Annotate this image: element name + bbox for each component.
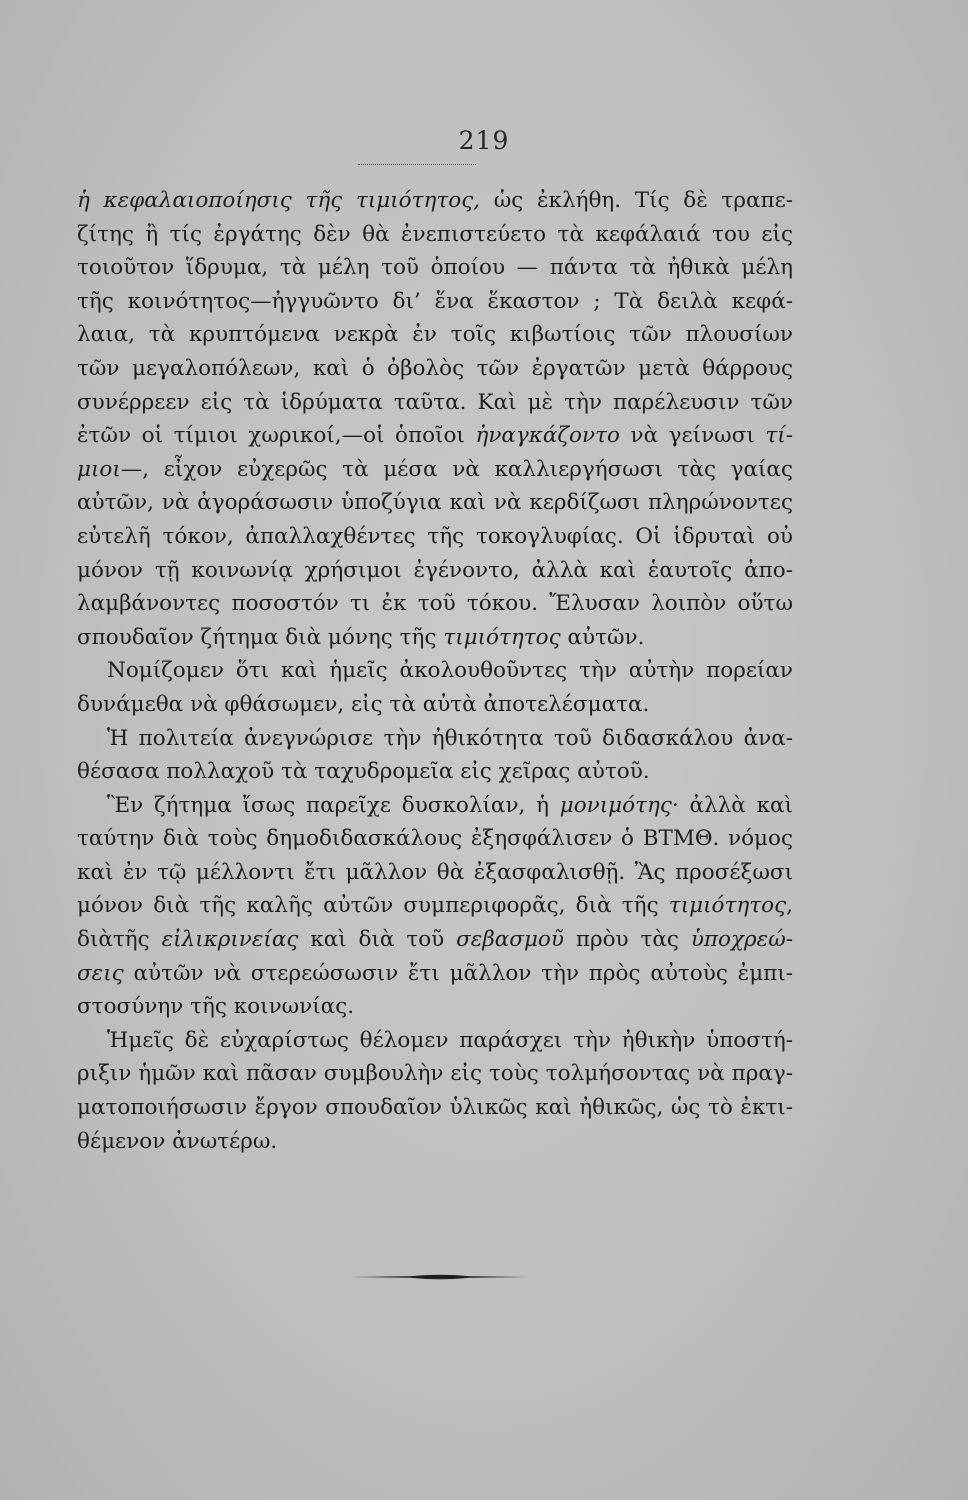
text-segment: αὐτῶν, νὰ ἀγοράσωσιν ὑποζύγια καὶ νὰ κερδίζωσι πληρώνοντες [77,490,793,516]
italic-text: τιμιότητος [668,893,787,919]
text-line [77,184,793,218]
text-segment: ματοποιήσωσιν ἔργον σπουδαῖον ὑλικῶς καὶ ἠθικῶς, ὡς τὸ ἐκτι- [77,1095,793,1121]
text-segment: Ἡ πολιτεία ἀνεγνώρισε τὴν ἠθικότητα τοῦ διδασκάλου ἀνα- [107,725,793,751]
text-segment: ἀλλὰ καὶ [678,792,793,818]
text-line [77,822,793,856]
text-segment: τῶν μεγαλοπόλεων, καὶ ὁ ὀβολὸς τῶν ἐργατῶν μετὰ θάρρους [77,355,793,381]
text-line [77,1024,793,1058]
header-rule [358,164,476,165]
text-segment: τῆς κοινότητος—ἠγγυῶντο δι’ ἕνα ἕκαστον ; Τὰ δειλὰ κεφά- [77,288,793,314]
text-segment: διὰτῆς [77,927,162,953]
text-segment: Ἓν ζήτημα ἴσως παρεῖχε δυσκολίαν, ἡ [107,792,560,818]
text-line [77,688,793,722]
text-line [77,554,793,588]
text-line [77,419,793,453]
italic-text: τί- [765,423,793,449]
text-segment: αὐτῶν νὰ στερεώσωσιν ἔτι μᾶλλον τὴν πρὸς αὐτοὺς ἐμπι- [123,960,793,986]
text-segment: ὡς ἐκλήθη. Τίς δὲ τραπε- [480,188,793,213]
text-segment: ἐτῶν οἱ τίμιοι χωρικοί,—οἱ ὁποῖοι [77,423,476,449]
italic-text: ἡ κεφαλαιοποίησις τῆς τιμιότητος, [77,188,481,213]
text-segment: μόνον τῇ κοινωνίᾳ χρήσιμοι ἐγένοντο, ἀλλὰ καὶ ἑαυτοῖς ἀπο- [77,557,793,583]
text-line [77,722,793,756]
text-segment: καὶ ἐν τῷ μέλλοντι ἔτι μᾶλλον θὰ ἐξασφαλισθῇ. Ἂς προσέξωσι [77,859,793,885]
text-segment: πρὸυ τὰς [563,927,691,953]
text-segment: ριξιν ἡμῶν καὶ πᾶσαν συμβουλὴν εἰς τοὺς τολμήσοντας νὰ πραγ- [77,1061,793,1087]
text-segment: ζίτης ἢ τίς ἐργάτης δὲν θὰ ἐνεπιστεύετο τὰ κεφάλαιά του εἰς [77,221,793,247]
text-line [77,520,793,554]
text-line [77,352,793,386]
italic-text: μιοι [77,456,121,482]
text-segment: θέμενον ἀνωτέρω. [77,1128,278,1154]
text-segment: σπουδαῖον ζήτημα διὰ μόνης τῆς [77,624,444,650]
text-line [77,923,793,957]
text-segment: θέσασα πολλαχοῦ τὰ ταχυδρομεῖα εἰς χεῖρας αὐτοῦ. [77,759,650,785]
text-line [77,889,793,923]
text-segment: στοσύνην τῆς κοινωνίας. [77,994,355,1020]
body-text [77,184,793,1158]
text-line [77,856,793,890]
italic-text: μονιμότης· [559,792,679,818]
text-line [77,386,793,420]
text-segment: ταύτην διὰ τοὺς δημοδιδασκάλους ἐξησφάλισεν ὁ ΒΤΜΘ. νόμος [77,826,793,852]
text-line [77,218,793,252]
end-ornament [350,1270,530,1284]
italic-text: εἰλικρινείας [161,927,299,953]
text-segment: Νομίζομεν ὅτι καὶ ἡμεῖς ἀκολουθοῦντες τὴν αὐτὴν πορείαν [107,658,793,684]
text-line [77,285,793,319]
text-segment: , [786,893,793,919]
text-segment: καὶ διὰ τοῦ [298,927,457,953]
text-segment: λαμβάνοντες ποσοστόν τι ἐκ τοῦ τόκου. Ἔλυσαν λοιπὸν οὕτω [77,591,793,617]
text-line [77,1057,793,1091]
text-line [77,1125,793,1159]
text-segment: μόνον διὰ τῆς καλῆς αὐτῶν συμπεριφορᾶς, διὰ τῆς [77,893,669,919]
text-line [77,251,793,285]
text-line [77,789,793,823]
text-line [77,990,793,1024]
text-line [77,755,793,789]
text-segment: δυνάμεθα νὰ φθάσωμεν, εἰς τὰ αὐτὰ ἀποτελέσματα. [77,691,650,717]
page-number: 219 [458,126,510,155]
text-line [77,654,793,688]
text-line [77,318,793,352]
text-segment: Ἡμεῖς δὲ εὐχαρίστως θέλομεν παράσχει τὴν ἠθικὴν ὑποστή- [107,1027,793,1053]
italic-text: ἠναγκάζοντο [475,423,620,449]
text-segment: εὐτελῆ τόκον, ἀπαλλαχθέντες τῆς τοκογλυφίας. Οἱ ἱδρυταὶ οὐ [77,523,793,549]
text-line [77,1091,793,1125]
text-segment: λαια, τὰ κρυπτόμενα νεκρὰ ἐν τοῖς κιβωτίοις τῶν πλουσίων [77,322,793,348]
text-segment: τοιοῦτον ἵδρυμα, τὰ μέλη τοῦ ὁποίου — πάντα τὰ ἠθικὰ μέλη [77,255,793,281]
italic-text: σεις [77,960,124,986]
italic-text: σεβασμοῦ [456,927,564,953]
text-segment: νὰ γείνωσι [619,423,766,449]
text-segment: συνέρρεεν εἰς τὰ ἱδρύματα ταῦτα. Καὶ μὲ τὴν παρέλευσιν τῶν [77,389,793,415]
italic-text: ὑποχρεώ- [690,927,793,953]
text-line [77,486,793,520]
text-segment: —, εἶχον εὐχερῶς τὰ μέσα νὰ καλλιεργήσωσι τὰς γαίας [120,456,793,482]
text-line [77,621,793,655]
italic-text: τιμιότητος [443,624,561,650]
text-line [77,453,793,487]
text-line [77,957,793,991]
text-segment: αὐτῶν. [560,624,645,650]
text-line [77,587,793,621]
